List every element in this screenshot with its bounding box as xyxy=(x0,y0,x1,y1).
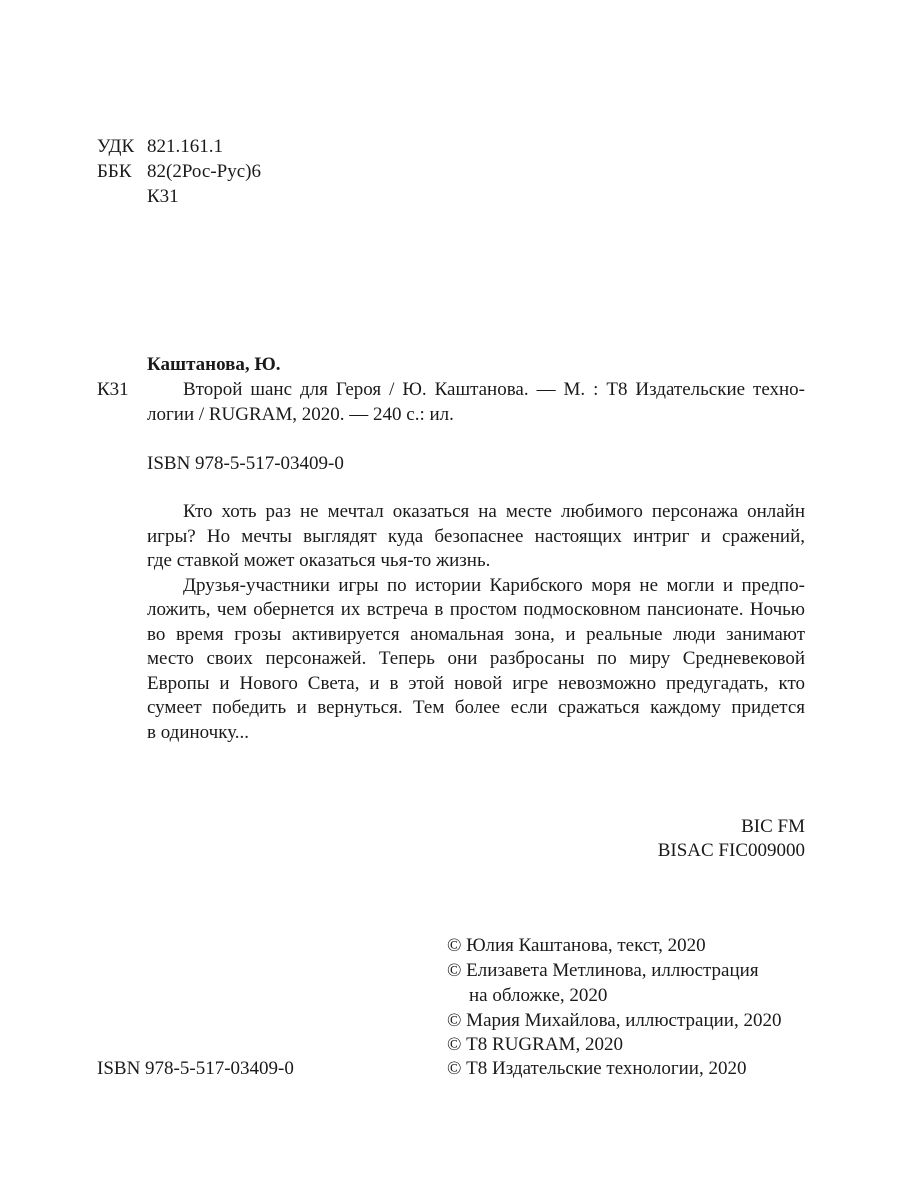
udk-label: УДК xyxy=(97,136,135,157)
author-sign: К31 xyxy=(147,186,179,207)
copyright-line: © Т8 RUGRAM, 2020 xyxy=(447,1034,623,1055)
bib-author: Каштанова, Ю. xyxy=(147,354,281,375)
bib-isbn: ISBN 978-5-517-03409-0 xyxy=(147,453,344,474)
copyright-line: © Мария Михайлова, иллюстрации, 2020 xyxy=(447,1010,782,1031)
annotation-line: Кто хоть раз не мечтал оказаться на месте любимого персонажа онлайн xyxy=(183,501,805,522)
bic-code: BIC FM xyxy=(741,816,805,837)
bib-line: Второй шанс для Героя / Ю. Каштанова. — М. : Т8 Издательские техно- xyxy=(183,379,805,400)
copyright-line: © Юлия Каштанова, текст, 2020 xyxy=(447,935,706,956)
footer-isbn: ISBN 978-5-517-03409-0 xyxy=(97,1058,294,1079)
annotation-line: во время грозы активируется аномальная зона, и реальные люди занимают xyxy=(147,623,805,645)
annotation-line: сумеет победить и вернуться. Тем более если сражаться каждому придется xyxy=(147,697,805,718)
bbk-value: 82(2Рос-Рус)6 xyxy=(147,161,261,182)
annotation-line: игры? Но мечты выглядят куда безопаснее настоящих интриг и сражений, xyxy=(147,525,805,547)
annotation-line: место своих персонажей. Теперь они разбросаны по миру Средневековой xyxy=(147,648,805,669)
bib-line: логии / RUGRAM, 2020. — 240 с.: ил. xyxy=(147,404,454,425)
annotation-line: ложить, чем обернется их встреча в простом подмосковном пансионате. Ночью xyxy=(147,599,805,620)
bib-code: К31 xyxy=(97,379,129,400)
udk-value: 821.161.1 xyxy=(147,136,223,157)
copyright-line: © Т8 Издательские технологии, 2020 xyxy=(447,1058,747,1079)
copyright-line: на обложке, 2020 xyxy=(469,985,608,1006)
annotation-line: Друзья-участники игры по истории Карибского моря не могли и предпо- xyxy=(183,574,805,596)
bbk-label: ББК xyxy=(97,161,132,182)
copyright-line: © Елизавета Метлинова, иллюстрация xyxy=(447,960,759,981)
annotation-line: Европы и Нового Света, и в этой новой игре невозможно предугадать, кто xyxy=(147,672,805,694)
annotation-line: где ставкой может оказаться чья-то жизнь. xyxy=(147,550,491,571)
annotation-line: в одиночку... xyxy=(147,721,250,743)
bisac-code: BISAC FIC009000 xyxy=(657,840,805,861)
